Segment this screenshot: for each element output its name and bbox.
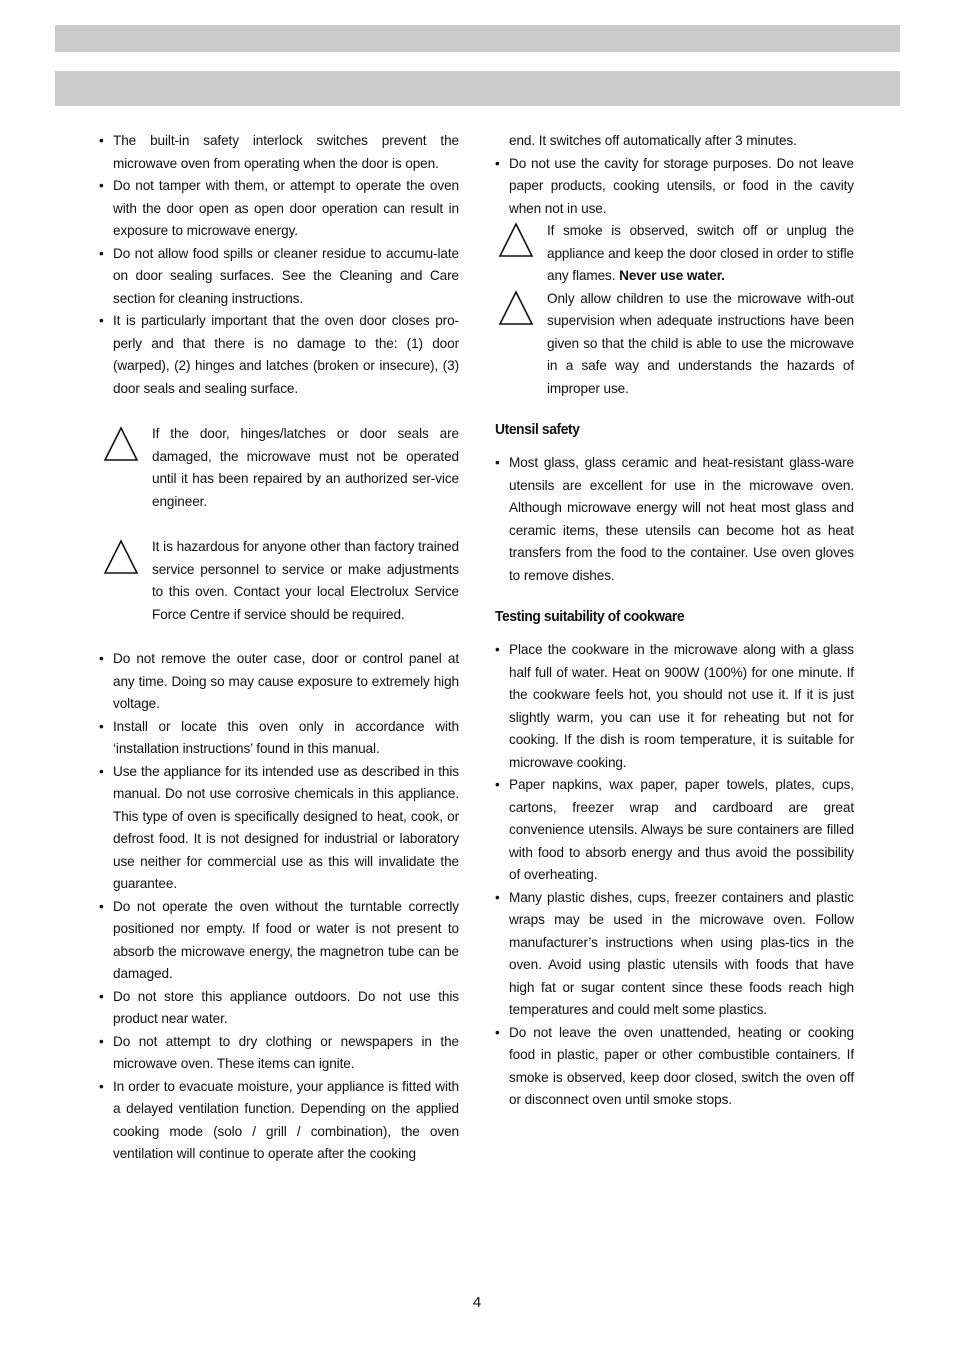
warning-block xyxy=(495,220,854,288)
list-item-continuation: end. It switches off automatically after 3 minutes. xyxy=(509,133,797,148)
section-heading-utensil-safety: Utensil safety xyxy=(495,421,580,438)
list-item: • Do not remove the outer case, door or control panel at any time. Doing so may cause exposure to extremely high voltage. xyxy=(99,648,459,716)
section-heading-testing-cookware: Testing suitability of cookware xyxy=(495,608,685,625)
list-item: • Do not use the cavity for storage purposes. Do not leave paper products, cooking utensils, or food in the cavity when not in use. xyxy=(495,153,854,221)
list-item: • In order to evacuate moisture, your appliance is fitted with a delayed ventilation function. Depending on the applied cooking mode (solo / grill / combination), the oven ventilation will continue to operate after the cooking xyxy=(99,1076,459,1166)
header-bar-top xyxy=(55,25,900,52)
list-item: • Place the cookware in the microwave along with a glass half full of water. Heat on 900W (100%) for one minute. If the cookware feels hot, you should not use it. If it is just slightly warm, you can use it for reheating but not for cooking. If the dish is room temperature, it is suitable for microwave cooking. xyxy=(495,639,854,774)
warning-triangle-icon xyxy=(498,222,534,258)
list-item: • Do not attempt to dry clothing or newspapers in the microwave oven. These items can ignite. xyxy=(99,1031,459,1076)
list-item: • Use the appliance for its intended use as described in this manual. Do not use corrosive chemicals in this appliance. This type of oven is specifically designed to heat, cook, or defrost food. It is not designed for industrial or laboratory use neither for commercial use as this will invalidate the guarantee. xyxy=(99,761,459,896)
warning-text-emphasis: Never use water. xyxy=(619,268,725,283)
warning-block xyxy=(99,536,459,626)
warning-text xyxy=(547,220,854,288)
warning-text: It is hazardous for anyone other than factory trained service personnel to service or make adjustments to this oven. Contact your local Electrolux Service Force Centre if service should be required. xyxy=(152,539,459,622)
utensil-safety-list xyxy=(495,452,854,587)
testing-cookware-list xyxy=(495,639,854,1112)
warning-triangle-icon xyxy=(498,290,534,326)
warning-text: Only allow children to use the microwave with-out supervision when adequate instructions have been given so that the child is able to use the microwave in a safe way and understands the hazards of improper use. xyxy=(547,290,854,396)
warning-block xyxy=(495,288,854,401)
list-item: • Most glass, glass ceramic and heat-resistant glass-ware utensils are excellent for use in the microwave oven. Although microwave energy will not heat most glass and ceramic items, these utensils can become hot as heat transfers from the food to the container. Use oven gloves to remove dishes. xyxy=(495,452,854,587)
warning-text-body: If smoke is observed, switch off or unplug the appliance and keep the door closed in order to stifle any flames. xyxy=(547,223,854,283)
warning-text: If the door, hinges/latches or door seals are damaged, the microwave must not be operated until it has been repaired by an authorized ser-vice engineer. xyxy=(152,426,459,509)
safety-list-2 xyxy=(99,648,459,1166)
safety-list-1 xyxy=(99,130,459,400)
header-bar-bottom xyxy=(55,71,900,106)
list-item: • Do not store this appliance outdoors. Do not use this product near water. xyxy=(99,986,459,1031)
right-column xyxy=(495,130,854,1112)
list-item: • It is particularly important that the oven door closes pro-perly and that there is no damage to the: (1) door (warped), (2) hinges and latches (broken or insecure), (3) door seals and sealing surface. xyxy=(99,310,459,400)
list-item: • Install or locate this oven only in accordance with ‘installation instructions’ found in this manual. xyxy=(99,716,459,761)
list-item: • Do not tamper with them, or attempt to operate the oven with the door open as open door operation can result in exposure to microwave energy. xyxy=(99,175,459,243)
warning-block xyxy=(99,423,459,513)
warning-triangle-icon xyxy=(103,539,139,575)
list-item: • Do not allow food spills or cleaner residue to accumu-late on door sealing surfaces. See the Cleaning and Care section for cleaning instructions. xyxy=(99,243,459,311)
list-item: • Do not leave the oven unattended, heating or cooking food in plastic, paper or other combustible containers. If smoke is observed, keep door closed, switch the oven off or disconnect oven until smoke stops. xyxy=(495,1022,854,1112)
safety-list-3 xyxy=(495,130,854,220)
warning-triangle-icon xyxy=(103,426,139,462)
list-item: • Do not operate the oven without the turntable correctly positioned nor empty. If food or water is not present to absorb the microwave energy, the magnetron tube can be damaged. xyxy=(99,896,459,986)
list-item: • Many plastic dishes, cups, freezer containers and plastic wraps may be used in the microwave oven. Follow manufacturer’s instructions when using plas-tics in the oven. Avoid using plastic utensils with foods that have high fat or sugar content since these foods reach high temperatures and could melt some plastics. xyxy=(495,887,854,1022)
page-number: 4 xyxy=(472,1294,482,1311)
list-item: • The built-in safety interlock switches prevent the microwave oven from operating when the door is open. xyxy=(99,130,459,175)
left-column xyxy=(99,130,459,1166)
list-item: • Paper napkins, wax paper, paper towels, plates, cups, cartons, freezer wrap and cardboard are great convenience utensils. Always be sure containers are filled with food to absorb energy and thus avoid the possibility of overheating. xyxy=(495,774,854,887)
